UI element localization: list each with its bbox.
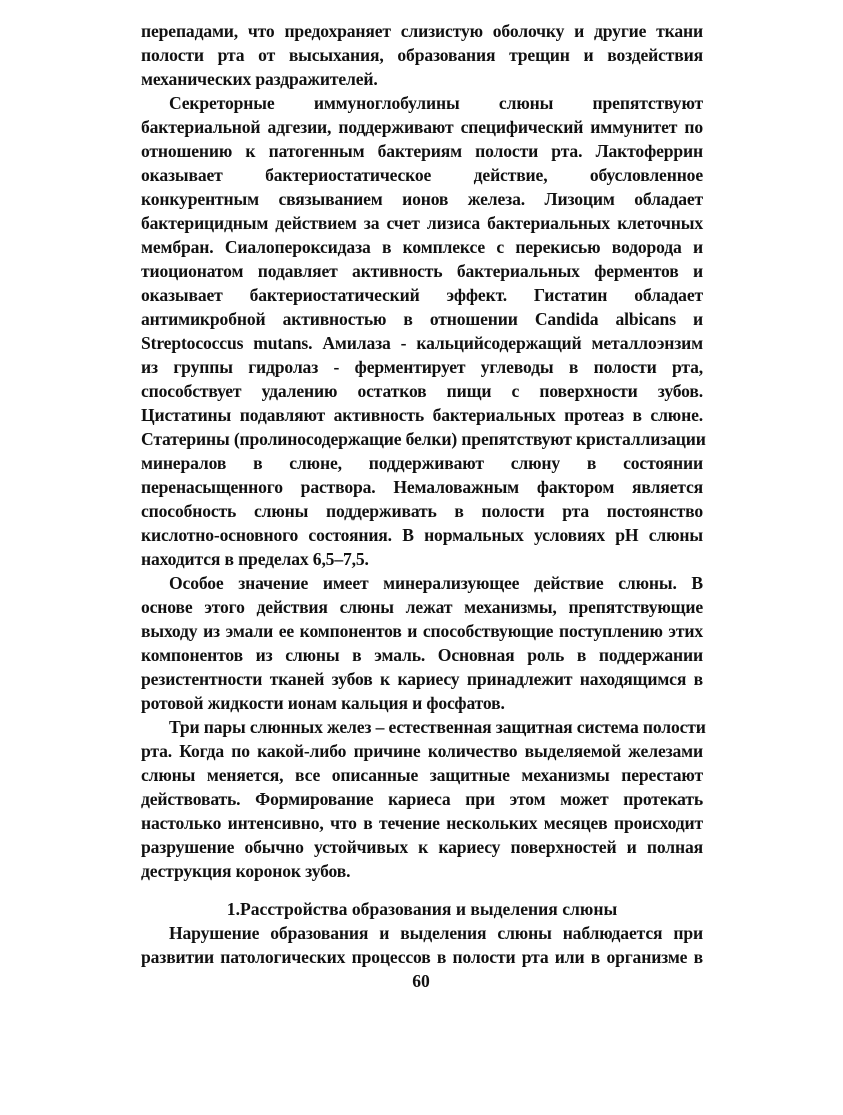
text-line: полости рта от высыхания, образования трещин и воздействия [141,45,703,65]
text-line: кислотно-основного состояния. В нормальных условиях pH слюны [141,525,703,545]
text-line: настолько интенсивно, что в течение нескольких месяцев происходит [141,813,703,833]
section-title: 1.Расстройства образования и выделения слюны [226,899,618,919]
text-line: выходу из эмали ее компонентов и способствующие поступлению этих [141,621,703,641]
text-line: бактериальной адгезии, поддерживают специфический иммунитет по [141,117,703,137]
text-line: основе этого действия слюны лежат механизмы, препятствующие [141,597,703,617]
page-number: 60 [412,971,430,991]
text-line: Streptococcus mutans. Амилаза - кальцийсодержащий металлоэнзим [141,333,703,353]
text-line: мембран. Сиалопероксидаза в комплексе с перекисью водорода и [141,237,703,257]
paragraph-first-line: Секреторные иммуноглобулины слюны препятствуют [169,93,703,113]
text-line: конкурентным связыванием ионов железа. Лизоцим обладает [141,189,703,209]
text-line: минералов в слюне, поддерживают слюну в состоянии [141,453,703,473]
text-line: слюны меняется, все описанные защитные механизмы перестают [141,765,703,785]
text-line: способность слюны поддерживать в полости рта постоянство [141,501,703,521]
text-line: действовать. Формирование кариеса при этом может протекать [141,789,703,809]
paragraph-first-line: Нарушение образования и выделения слюны наблюдается при [169,923,703,943]
text-line: перенасыщенного раствора. Немаловажным фактором является [141,477,703,497]
text-line: деструкция коронок зубов. [141,861,351,881]
paragraph-first-line: Три пары слюнных желез – естественная защитная система полости [169,717,706,737]
text-line: ротовой жидкости ионам кальция и фосфатов. [141,693,505,713]
text-line: компонентов из слюны в эмаль. Основная роль в поддержании [141,645,703,665]
text-line: Цистатины подавляют активность бактериальных протеаз в слюне. [141,405,703,425]
text-line: способствует удалению остатков пищи с поверхности зубов. [141,381,703,401]
text-line: находится в пределах 6,5–7,5. [141,549,369,569]
text-line: механических раздражителей. [141,69,378,89]
text-line: перепадами, что предохраняет слизистую оболочку и другие ткани [141,21,703,41]
text-line: оказывает бактериостатическое действие, обусловленное [141,165,703,185]
text-line: антимикробной активностью в отношении Candida albicans и [141,309,703,329]
text-line: тиоционатом подавляет активность бактериальных ферментов и [141,261,703,281]
text-line: развитии патологических процессов в полости рта или в организме в [141,947,703,967]
text-line: отношению к патогенным бактериям полости рта. Лактоферрин [141,141,703,161]
text-line: из группы гидролаз - ферментирует углеводы в полости рта, [141,357,703,377]
text-line: рта. Когда по какой-либо причине количество выделяемой железами [141,741,703,761]
text-line: резистентности тканей зубов к кариесу принадлежит находящимся в [141,669,703,689]
text-line: оказывает бактериостатический эффект. Гистатин обладает [141,285,703,305]
paragraph-first-line: Особое значение имеет минерализующее действие слюны. В [169,573,703,593]
text-line: разрушение обычно устойчивых к кариесу поверхностей и полная [141,837,703,857]
text-line: Статерины (пролиносодержащие белки) препятствуют кристаллизации [141,429,706,449]
text-line: бактерицидным действием за счет лизиса бактериальных клеточных [141,213,703,233]
